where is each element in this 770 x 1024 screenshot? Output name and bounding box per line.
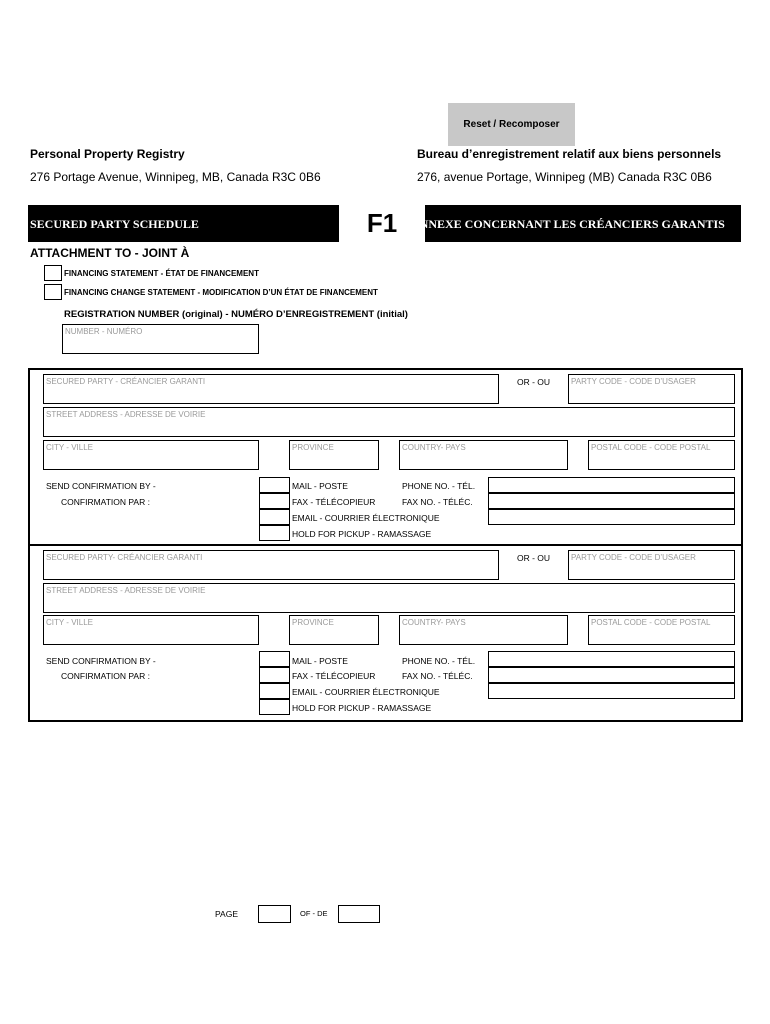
mail-label: MAIL - POSTE <box>292 656 348 666</box>
fax-checkbox[interactable] <box>259 493 290 509</box>
fax-checkbox[interactable] <box>259 667 290 683</box>
or-label: OR - OU <box>517 377 551 387</box>
hold-checkbox[interactable] <box>259 699 290 715</box>
phone-label: PHONE NO. - TÉL. <box>402 481 476 491</box>
reset-button[interactable]: Reset / Recomposer <box>448 103 575 146</box>
email-field[interactable] <box>488 683 735 699</box>
street-address-label: STREET ADDRESS - ADRESSE DE VOIRIE <box>46 410 206 419</box>
party-code-label: PARTY CODE - CODE D’USAGER <box>571 553 696 562</box>
fax-label: FAX - TÉLÉCOPIEUR <box>292 497 376 507</box>
fax-number-label: FAX NO. - TÉLÉC. <box>402 497 473 507</box>
form-code: F1 <box>339 205 425 242</box>
street-address-label: STREET ADDRESS - ADRESSE DE VOIRIE <box>46 586 206 595</box>
registration-number-placeholder: NUMBER - NUMÉRO <box>65 327 143 336</box>
registry-address-fr: 276, avenue Portage, Winnipeg (MB) Canada R3C 0B6 <box>417 170 712 184</box>
street-address-field[interactable] <box>43 583 735 613</box>
province-label: PROVINCE <box>292 443 334 452</box>
fax-number-label: FAX NO. - TÉLÉC. <box>402 671 473 681</box>
fax-number-field[interactable] <box>488 667 735 683</box>
page-total-field[interactable] <box>338 905 380 923</box>
banner-title-en: SECURED PARTY SCHEDULE <box>30 217 199 231</box>
fax-number-field[interactable] <box>488 493 735 509</box>
mail-checkbox[interactable] <box>259 651 290 667</box>
registration-number-label: REGISTRATION NUMBER (original) - NUMÉRO D’ENREGISTREMENT (initial) <box>64 309 408 320</box>
email-checkbox[interactable] <box>259 683 290 699</box>
postal-code-label: POSTAL CODE - CODE POSTAL <box>591 443 711 452</box>
secured-party-label: SECURED PARTY - CRÉANCIER GARANTI <box>46 377 206 386</box>
secured-party-field[interactable] <box>43 550 499 580</box>
email-label: EMAIL - COURRIER ÉLECTRONIQUE <box>292 513 440 523</box>
registry-title-en: Personal Property Registry <box>30 147 185 161</box>
mail-checkbox[interactable] <box>259 477 290 493</box>
send-confirmation-label: SEND CONFIRMATION BY - <box>46 656 156 666</box>
postal-code-field[interactable] <box>588 615 735 645</box>
city-field[interactable] <box>43 440 259 470</box>
secured-party-field[interactable] <box>43 374 499 404</box>
financing-change-label: FINANCING CHANGE STATEMENT - MODIFICATION D’UN ÉTAT DE FINANCEMENT <box>64 288 378 297</box>
financing-change-checkbox[interactable] <box>44 284 62 300</box>
financing-statement-checkbox[interactable] <box>44 265 62 281</box>
attachment-title: ATTACHMENT TO - JOINT À <box>30 246 190 260</box>
hold-label: HOLD FOR PICKUP - RAMASSAGE <box>292 703 432 713</box>
page-label: PAGE <box>215 909 238 919</box>
party-code-field[interactable] <box>568 550 735 580</box>
confirmation-par-label: CONFIRMATION PAR : <box>61 497 150 507</box>
send-confirmation-label: SEND CONFIRMATION BY - <box>46 481 156 491</box>
city-field[interactable] <box>43 615 259 645</box>
street-address-field[interactable] <box>43 407 735 437</box>
email-label: EMAIL - COURRIER ÉLECTRONIQUE <box>292 687 440 697</box>
email-field[interactable] <box>488 509 735 525</box>
party-code-label: PARTY CODE - CODE D’USAGER <box>571 377 696 386</box>
postal-code-field[interactable] <box>588 440 735 470</box>
city-label: CITY - VILLE <box>46 618 93 627</box>
financing-statement-label: FINANCING STATEMENT - ÉTAT DE FINANCEMENT <box>64 269 259 278</box>
hold-checkbox[interactable] <box>259 525 290 541</box>
phone-field[interactable] <box>488 477 735 493</box>
phone-field[interactable] <box>488 651 735 667</box>
mail-label: MAIL - POSTE <box>292 481 348 491</box>
of-label: OF - DE <box>300 909 328 918</box>
party-code-field[interactable] <box>568 374 735 404</box>
postal-code-label: POSTAL CODE - CODE POSTAL <box>591 618 711 627</box>
country-label: COUNTRY- PAYS <box>402 618 466 627</box>
registry-address-en: 276 Portage Avenue, Winnipeg, MB, Canada R3C 0B6 <box>30 170 321 184</box>
fax-label: FAX - TÉLÉCOPIEUR <box>292 671 376 681</box>
country-label: COUNTRY- PAYS <box>402 443 466 452</box>
schedule-banner <box>28 205 741 242</box>
country-field[interactable] <box>399 615 568 645</box>
registry-title-fr: Bureau d’enregistrement relatif aux biens personnels <box>417 147 722 161</box>
province-label: PROVINCE <box>292 618 334 627</box>
page-number-field[interactable] <box>258 905 291 923</box>
secured-party-label: SECURED PARTY- CRÉANCIER GARANTI <box>46 553 203 562</box>
registration-number-field[interactable] <box>62 324 259 354</box>
hold-label: HOLD FOR PICKUP - RAMASSAGE <box>292 529 432 539</box>
banner-title-fr: ANNEXE CONCERNANT LES CRÉANCIERS GARANTIS <box>411 217 725 231</box>
or-label: OR - OU <box>517 553 551 563</box>
phone-label: PHONE NO. - TÉL. <box>402 656 476 666</box>
confirmation-par-label: CONFIRMATION PAR : <box>61 671 150 681</box>
country-field[interactable] <box>399 440 568 470</box>
province-field[interactable] <box>289 615 379 645</box>
email-checkbox[interactable] <box>259 509 290 525</box>
city-label: CITY - VILLE <box>46 443 93 452</box>
province-field[interactable] <box>289 440 379 470</box>
